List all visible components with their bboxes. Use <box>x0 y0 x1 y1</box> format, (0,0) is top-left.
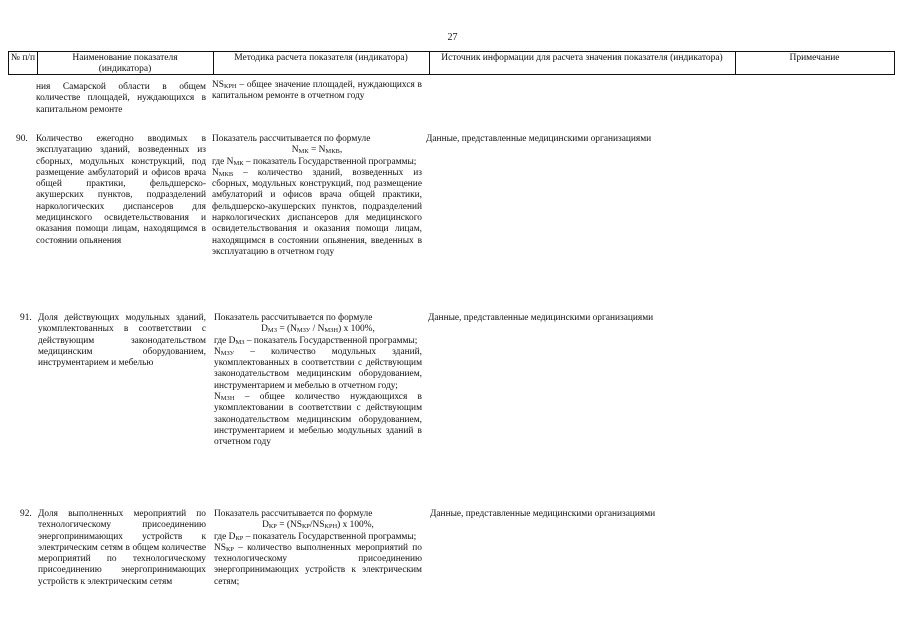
row-92-num: 92. <box>20 509 32 519</box>
row-91-name: Доля действующих модульных зданий, укомплектованных в соответствии с действующим законодательством медицинским оборудованием, инструментарием и мебелью <box>38 313 206 369</box>
row-92-method <box>214 509 422 588</box>
col-num-header: № п/п <box>10 53 36 63</box>
row-90-formula: $N_{МК} = N_{МКВ}$, <box>291 145 343 156</box>
row-92-method-desc: где $D_{КР}$ – показатель Государственной программы; $NS_{КР}$ – количество выполненных мероприятий по технологическому присоединению энергопринимающих устройств к электрическим сетям; <box>214 531 422 587</box>
row-92-name: Доля выполненных мероприятий по технологическому присоединению энергопринимающих устройств к электрическим сетям в общем количестве мероприятий по технологическому присоединению энергопринимающих устройств к электрическим сетям <box>38 509 206 587</box>
row-91-method-desc: где $D_{МЗ}$ – показатель Государственной программы; $N_{МЗУ}$ – количество модульных зданий, укомплектованных в соответствии с действующим законодательством медицинским оборудованием, инструментарием и мебелью в отчетном году; $N_{МЗН}$ – общее количество нуждающихся в укомплектовании в соответствии с действующим законодательством медицинским оборудованием, инструментарием и мебелью модульных зданий в отчетном году <box>214 335 422 448</box>
row-92-formula: $D_{КР} = (NS_{КР}/NS_{КРН})$ x 100%, <box>262 520 374 531</box>
row-90-source: Данные, представленные медицинскими организациями <box>426 134 652 144</box>
row-90-method <box>212 134 422 258</box>
row-90-method-intro: Показатель рассчитывается по формуле <box>212 134 371 144</box>
row-91-method-intro: Показатель рассчитывается по формуле <box>214 313 373 323</box>
row-91-method <box>214 313 422 449</box>
row-91-formula: $D_{МЗ} = (N_{МЗУ} / N_{МЗН})$ x 100%, <box>261 324 375 335</box>
row-91-source: Данные, представленные медицинскими организациями <box>428 313 654 323</box>
row-92-method-intro: Показатель рассчитывается по формуле <box>214 509 373 519</box>
table-header <box>8 51 895 75</box>
col-note-header: Примечание <box>789 53 840 63</box>
row-92-source: Данные, представленные медицинскими организациями <box>430 509 656 519</box>
col-name-header: Наименование показателя (индикатора) <box>72 53 178 74</box>
page-number: 27 <box>447 32 458 43</box>
col-source-header: Источник информации для расчета значения показателя (индикатора) <box>441 53 723 63</box>
cont-method: $NS_{КРН}$ – общее значение площадей, нуждающихся в капитальном ремонте в отчетном году <box>212 80 422 102</box>
col-method-header: Методика расчета показателя (индикатора) <box>234 53 408 63</box>
cont-name: ния Самарской области в общем количестве площадей, нуждающихся в капитальном ремонте <box>36 82 206 115</box>
row-90-method-desc: где $N_{МК}$ – показатель Государственной программы; $N_{МКВ}$ – количество зданий, возведенных из сборных, модульных конструкций, под размещение амбулаторий и офисов врача общей практики, фельдшерско-акушерских пунктов, подразделений наркологических диспансеров для медицинского освидетельствования и оказания помощи лицам, находящимся в состоянии опьянения, введенных в эксплуатацию в отчетном году <box>212 156 422 257</box>
row-90-name: Количество ежегодно вводимых в эксплуатацию зданий, возведенных из сборных, модульных конструкций, под размещение амбулаторий и офисов врача общей практики, фельдшерско-акушерских пунктов, подразделений наркологических диспансеров для медицинского освидетельствования и оказания помощи лицам, находящимся в состоянии опьянения <box>36 134 206 246</box>
row-91-num: 91. <box>20 313 32 323</box>
row-90-num: 90. <box>16 134 28 144</box>
